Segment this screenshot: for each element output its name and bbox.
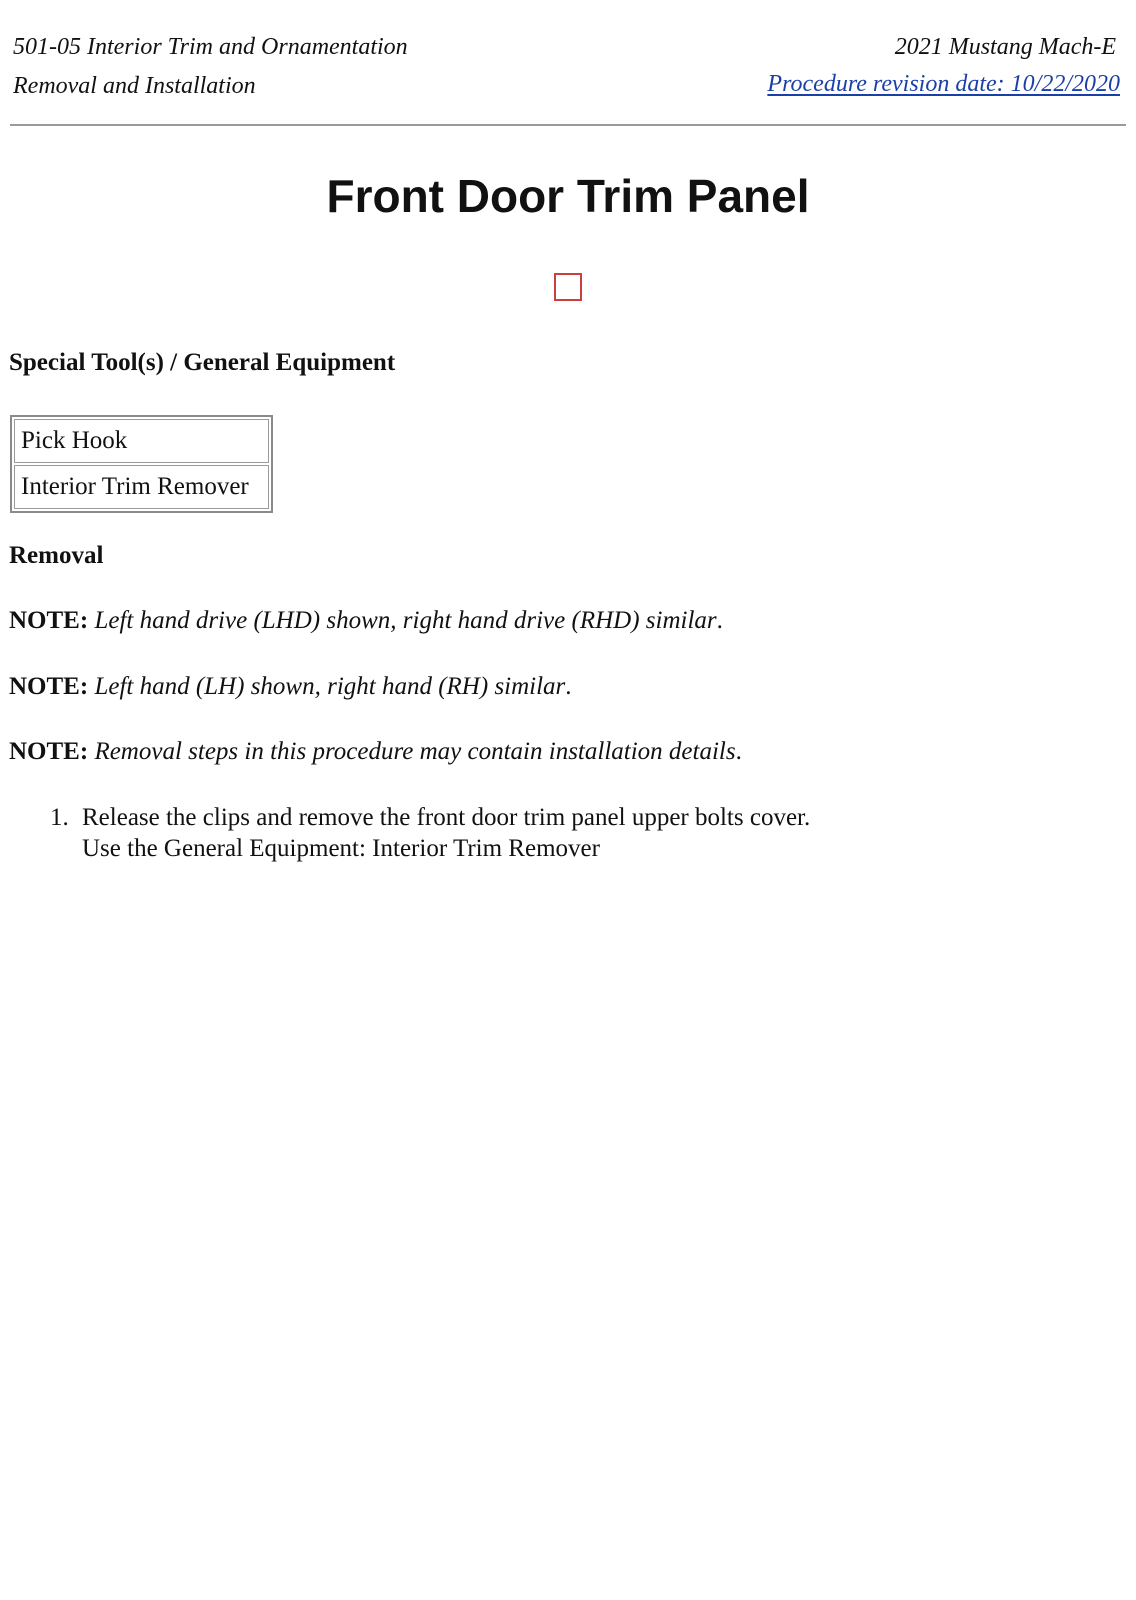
- note-install-details: [9, 737, 742, 767]
- page-header: [10, 28, 1126, 126]
- step-number: 1.: [50, 804, 69, 831]
- step-item: [0, 802, 810, 864]
- step-text: Release the clips and remove the front door trim panel upper bolts cover.: [82, 804, 811, 831]
- note-end: .: [716, 607, 723, 634]
- note-text: Left hand drive (LHD) shown, right hand drive (RHD) similar: [94, 607, 717, 634]
- table-cell: Interior Trim Remover: [14, 465, 269, 509]
- page-title: Front Door Trim Panel: [326, 170, 810, 222]
- revision-date-link[interactable]: Procedure revision date: 10/22/2020: [767, 71, 1120, 97]
- note-label: NOTE:: [9, 673, 89, 700]
- vehicle-name: 2021 Mustang Mach-E: [894, 34, 1116, 60]
- table-row: [14, 419, 269, 463]
- broken-image-icon: [554, 273, 582, 301]
- removal-steps: [0, 802, 810, 864]
- note-end: .: [565, 673, 572, 700]
- note-text: Left hand (LH) shown, right hand (RH) similar: [94, 673, 566, 700]
- step-equipment: Use the General Equipment: Interior Trim Remover: [82, 835, 600, 862]
- note-label: NOTE:: [9, 607, 89, 634]
- note-label: NOTE:: [9, 738, 89, 765]
- procedure-type: Removal and Installation: [13, 73, 256, 99]
- note-lhd: [9, 606, 723, 636]
- note-lh: [9, 672, 572, 702]
- table-row: [14, 465, 269, 509]
- section-title: 501-05 Interior Trim and Ornamentation: [13, 34, 408, 60]
- tools-table: [10, 415, 273, 513]
- removal-heading: Removal: [9, 542, 104, 569]
- note-text: Removal steps in this procedure may contain installation details: [94, 738, 736, 765]
- tools-heading: Special Tool(s) / General Equipment: [9, 349, 396, 376]
- table-cell: Pick Hook: [14, 419, 269, 463]
- note-end: .: [735, 738, 742, 765]
